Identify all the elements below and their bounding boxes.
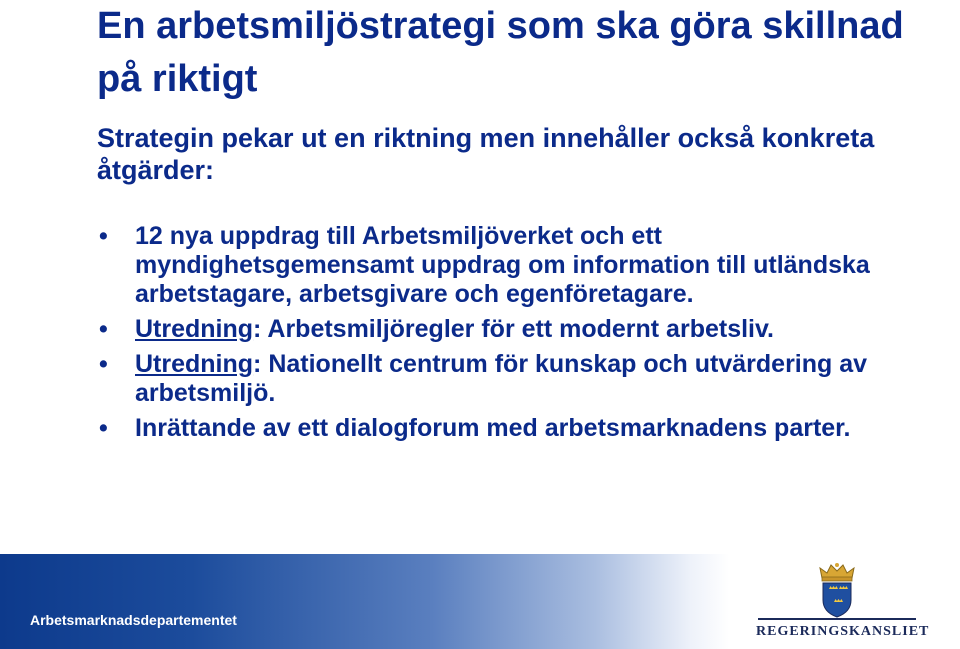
bullet-dot-icon: • [99, 315, 108, 343]
slide-subtitle: Strategin pekar ut en riktning men innehåller också konkreta åtgärder: [97, 123, 875, 185]
bullet-text: : Nationellt centrum för kunskap och utvärdering av arbetsmiljö. [135, 350, 868, 407]
slide-title: En arbetsmiljöstrategi som ska göra skillnad på riktigt [97, 5, 904, 100]
bullet-text: : Arbetsmiljöregler för ett modernt arbetsliv. [253, 315, 774, 343]
bullet-list [97, 222, 887, 449]
bullet-text: Inrättande av ett dialogforum med arbetsmarknadens parter. [135, 414, 851, 442]
bullet-dot-icon: • [99, 222, 108, 250]
bullet-item-2 [97, 315, 887, 344]
bullet-item-1 [97, 222, 887, 309]
bullet-prefix: Utredning [135, 315, 254, 343]
footer-bar [0, 554, 960, 649]
bullet-item-4 [97, 414, 887, 443]
crown-shield-icon [816, 562, 858, 618]
bullet-dot-icon: • [99, 350, 108, 378]
bullet-dot-icon: • [99, 414, 108, 442]
department-name: Arbetsmarknadsdepartementet [30, 612, 237, 628]
bullet-text: 12 nya uppdrag till Arbetsmiljöverket och ett myndighetsgemensamt uppdrag om information till utländska arbetstagare, arbetsgivare och egenföretagare. [135, 222, 870, 308]
regeringskansliet-logo [756, 562, 930, 644]
bullet-prefix: Utredning [135, 350, 254, 378]
bullet-item-3 [97, 350, 887, 408]
logo-wordmark: REGERINGSKANSLIET [756, 624, 930, 639]
logo-divider [758, 618, 916, 620]
